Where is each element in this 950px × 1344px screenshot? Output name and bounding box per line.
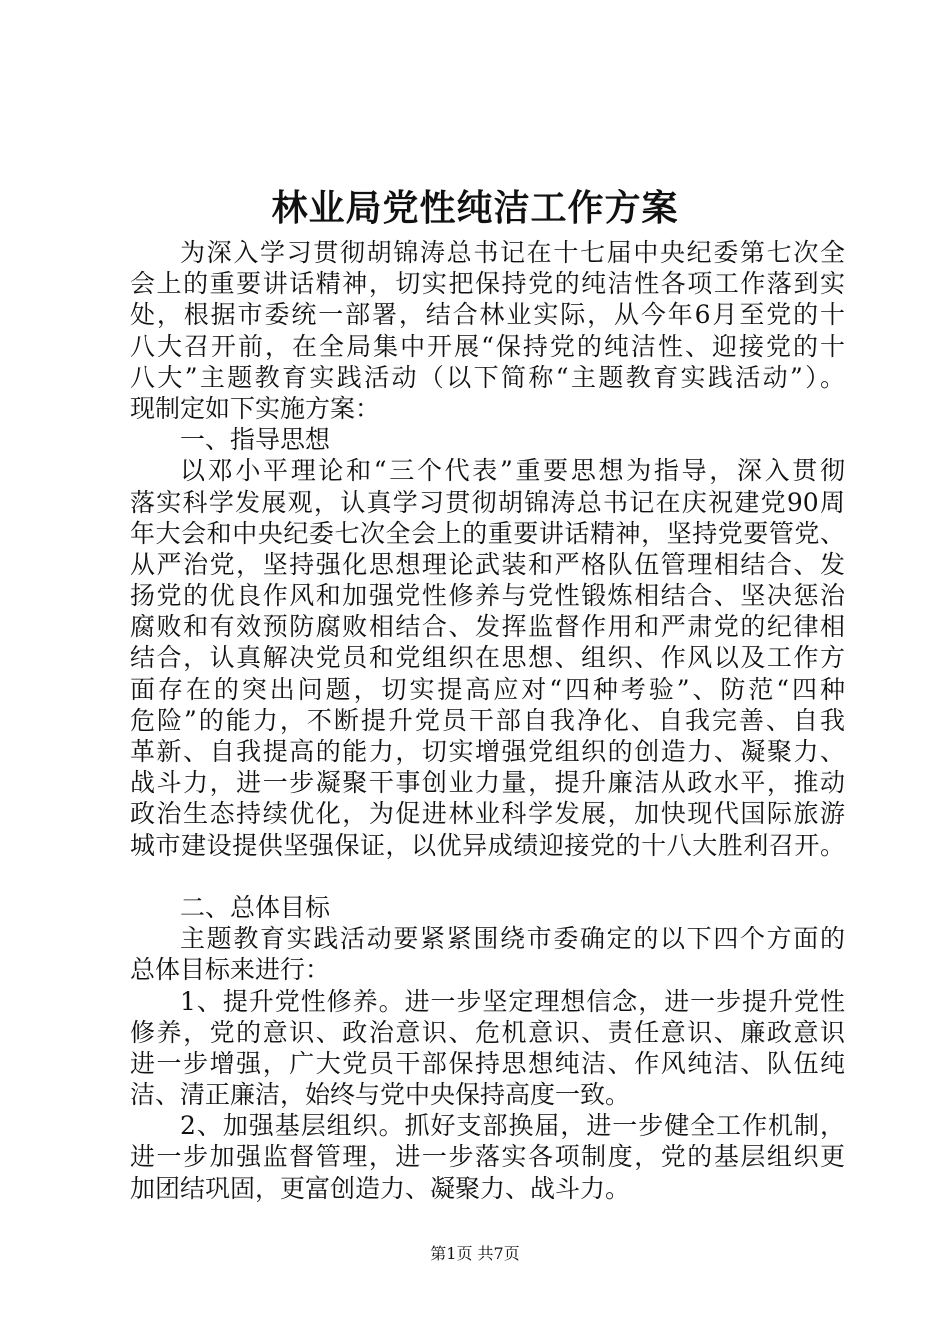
body-line: 主题教育实践活动要紧紧围绕市委确定的以下四个方面的 [180,924,845,954]
body-line: 危险”的能力，不断提升党员干部自我净化、自我完善、自我 [130,705,845,735]
document-title: 林业局党性纯洁工作方案 [271,187,679,229]
body-line: 2、加强基层组织。抓好支部换届，进一步健全工作机制， [180,1111,845,1141]
body-line: 八大召开前，在全局集中开展“保持党的纯洁性、迎接党的十 [130,331,845,361]
blank-line [130,861,845,892]
body-line: 进一步加强监督管理，进一步落实各项制度，党的基层组织更 [130,1142,845,1172]
body-line: 一、指导思想 [180,425,331,455]
body-line: 会上的重要讲话精神，切实把保持党的纯洁性各项工作落到实 [130,269,845,299]
body-line: 八大”主题教育实践活动（以下简称“主题教育实践活动”）。 [130,362,845,392]
body-line: 1、提升党性修养。进一步坚定理想信念，进一步提升党性 [180,986,845,1016]
body-line: 腐败和有效预防腐败相结合、发挥监督作用和严肃党的纪律相 [130,612,845,642]
body-line: 修养，党的意识、政治意识、危机意识、责任意识、廉政意识 [130,1017,845,1047]
body-line: 结合，认真解决党员和党组织在思想、组织、作风以及工作方 [130,643,845,673]
body-line: 政治生态持续优化，为促进林业科学发展，加快现代国际旅游 [130,799,845,829]
body-line: 扬党的优良作风和加强党性修养与党性锻炼相结合、坚决惩治 [130,581,845,611]
body-line: 处，根据市委统一部署，结合林业实际，从今年6月至党的十 [130,300,845,330]
body-line: 总体目标来进行： [130,955,331,985]
body-line: 革新、自我提高的能力，切实增强党组织的创造力、凝聚力、 [130,737,845,766]
body-line: 面存在的突出问题，切实提高应对“四种考验”、防范“四种 [130,674,845,704]
body-line: 以邓小平理论和“三个代表”重要思想为指导，深入贯彻 [180,456,845,486]
body-line: 二、总体目标 [180,892,331,922]
body-line: 城市建设提供坚强保证，以优异成绩迎接党的十八大胜利召开。 [130,830,845,860]
page-footer: 第1页 共7页 [430,1244,520,1263]
body-line: 加团结巩固，更富创造力、凝聚力、战斗力。 [130,1173,631,1203]
body-line: 从严治党，坚持强化思想理论武装和严格队伍管理相结合、发 [130,549,845,579]
body-line: 为深入学习贯彻胡锦涛总书记在十七届中央纪委第七次全 [180,238,845,267]
body-line: 年大会和中央纪委七次全会上的重要讲话精神，坚持党要管党、 [130,518,845,548]
body-line: 洁、清正廉洁，始终与党中央保持高度一致。 [130,1080,631,1110]
body-line: 进一步增强，广大党员干部保持思想纯洁、作风纯洁、队伍纯 [130,1048,845,1078]
document-body [130,237,845,1204]
body-line: 现制定如下实施方案： [130,393,381,423]
body-line: 落实科学发展观，认真学习贯彻胡锦涛总书记在庆祝建党90周 [130,487,845,517]
body-line: 战斗力，进一步凝聚干事创业力量，提升廉洁从政水平，推动 [130,768,845,798]
